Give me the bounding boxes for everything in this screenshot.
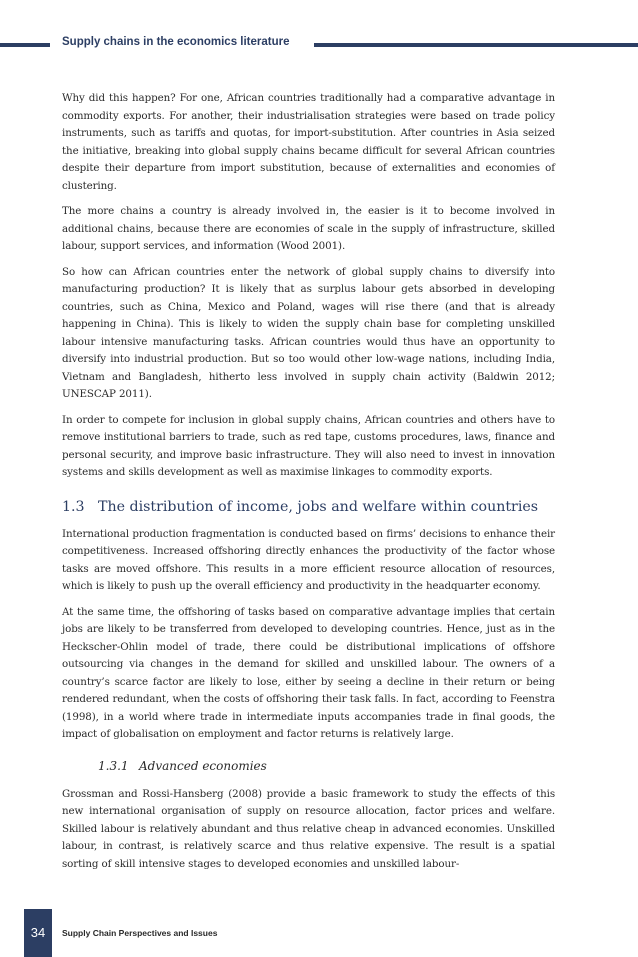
running-header [0, 34, 638, 54]
paragraph: The more chains a country is already involved in, the easier is it to become involved in additional chains, because there are economies of scale in the supply of infrastructure, skilled labour, support services, and information (Wood 2001). [62, 205, 555, 252]
paragraph: Grossman and Rossi-Hansberg (2008) provide a basic framework to study the effects of this new international organisation of supply on resource allocation, factor prices and welfare. Skilled labour is relatively abundant and thus relative cheap in advanced economies. Unskilled labour, in contrast, is relatively scarce and thus relative expensive. The result is a spatial sorting of skill intensive stages to developed economies and unskilled labour- [62, 787, 555, 870]
section-number: 1.3 [62, 498, 85, 515]
paragraph: So how can African countries enter the network of global supply chains to diversify into manufacturing production? It is likely that as surplus labour gets absorbed in developing countries, such as China, Mexico and Poland, wages will rise there (and that is already happening in China). This is likely to widen the supply chain base for completing unskilled labour intensive manufacturing tasks. African countries would thus have an opportunity to diversify into industrial production. But so too would other low-wage nations, including India, Vietnam and Bangladesh, hitherto less involved in supply chain activity (Baldwin 2012; UNESCAP 2011). [62, 265, 555, 400]
page-number-tab [24, 909, 52, 957]
publication-title: Supply Chain Perspectives and Issues [62, 928, 218, 938]
section-title: The distribution of income, jobs and welfare within countries [98, 498, 539, 515]
header-rule-left [0, 43, 50, 47]
header-rule-right [314, 43, 638, 47]
page-footer [0, 909, 638, 957]
paragraph: International production fragmentation is conducted based on firms’ decisions to enhance their competitiveness. Increased offshoring directly enhances the productivity of the factor whose tasks are moved offshore. This results in a more efficient resource allocation of resources, which is likely to push up the overall efficiency and productivity in the headquarter economy. [62, 527, 555, 592]
page-number: 34 [30, 925, 46, 940]
subsection-heading [98, 756, 555, 776]
paragraph: In order to compete for inclusion in global supply chains, African countries and others have to remove institutional barriers to trade, such as red tape, customs procedures, laws, finance and personal security, and improve basic infrastructure. They will also need to invest in innovation systems and skills development as well as maximise linkages to commodity exports. [62, 413, 555, 478]
paragraph: Why did this happen? For one, African countries traditionally had a comparative advantage in commodity exports. For another, their industrialisation strategies were based on trade policy instruments, such as tariffs and quotas, for import-substitution. After countries in Asia seized the initiative, breaking into global supply chains became difficult for several African countries despite their departure from import substitution, because of externalities and economies of clustering. [62, 92, 555, 192]
page-body [62, 90, 555, 881]
paragraph: At the same time, the offshoring of tasks based on comparative advantage implies that certain jobs are likely to be transferred from developed to developing countries. Hence, just as in the Heckscher-Ohlin model of trade, there could be distributional implications of offshore outsourcing via changes in the demand for skilled and unskilled labour. The owners of a country’s scarce factor are likely to lose, either by seeing a decline in their return or being rendered redundant, when the costs of offshoring their task falls. In fact, according to Feenstra (1998), in a world where trade in intermediate inputs accompanies trade in final goods, the impact of globalisation on employment and factor returns is relatively large. [62, 605, 555, 740]
section-heading [62, 497, 555, 517]
subsection-number: 1.3.1 [98, 758, 129, 773]
subsection-title: Advanced economies [139, 758, 267, 773]
chapter-title: Supply chains in the economics literature [62, 36, 290, 48]
